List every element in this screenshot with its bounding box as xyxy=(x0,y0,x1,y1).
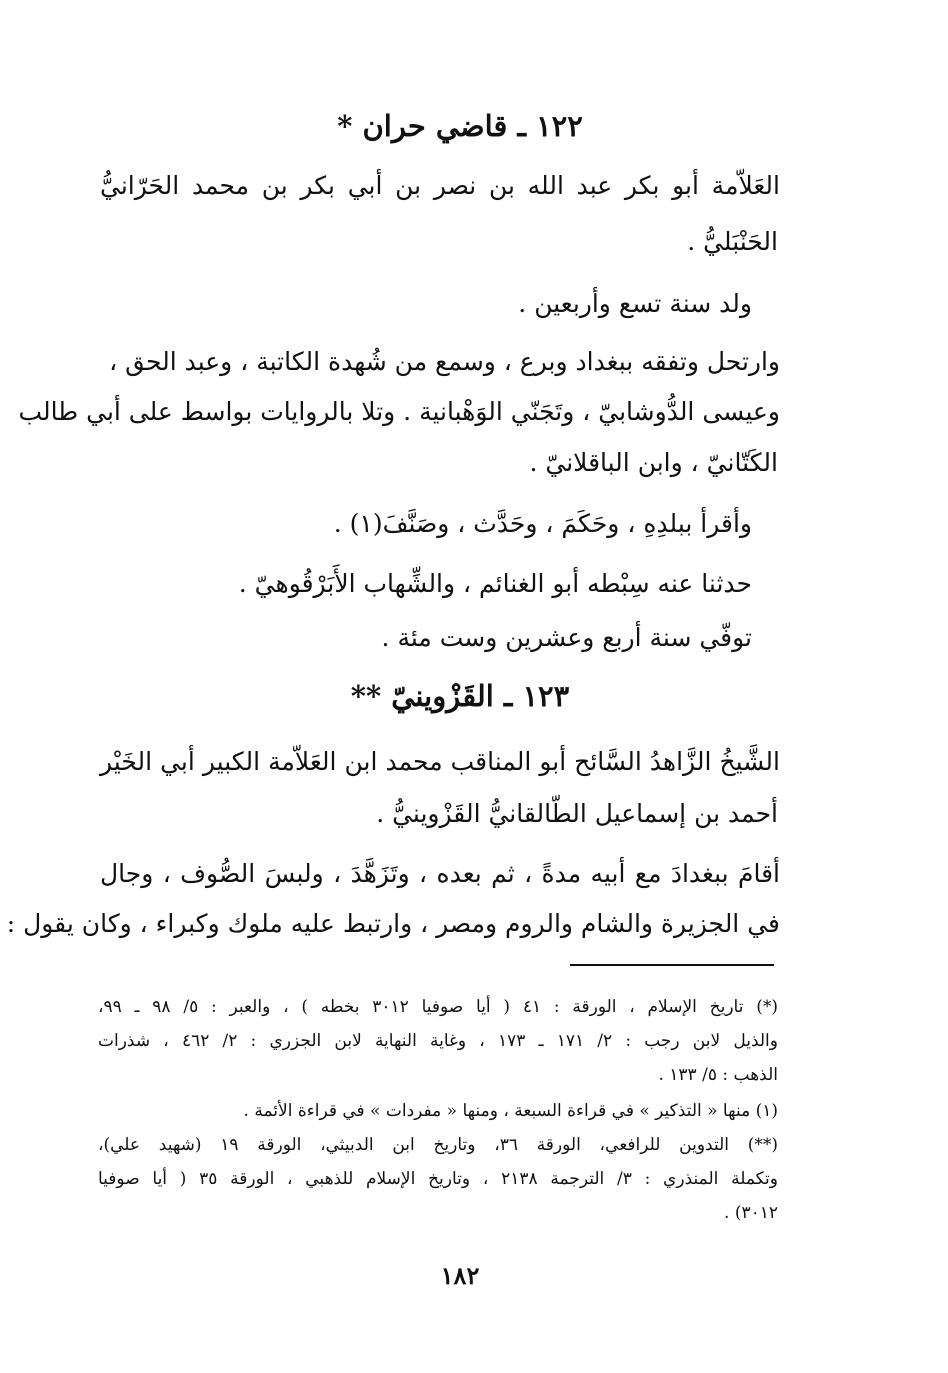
entry-123-line-3: أقامَ ببغدادَ مع أبيه مدةً ، ثم بعده ، وتَزَهَّدَ ، ولبسَ الصُّوف ، وجال xyxy=(100,859,780,888)
entry-122-line-6: الكَتّانيّ ، وابن الباقلانيّ . xyxy=(529,448,778,477)
entry-122-line-1: العَلاّمة أبو بكر عبد الله بن نصر بن أبي بكر بن محمد الحَرّانيُّ xyxy=(100,171,780,200)
entry-122-line-2: الحَنْبَليُّ . xyxy=(687,227,778,256)
footnote-line-3: الذهب : ٥/ ١٣٣ . xyxy=(658,1065,778,1085)
entry-123-line-4: في الجزيرة والشام والروم ومصر ، وارتبط عليه ملوك وكبراء ، وكان يقول : xyxy=(6,909,780,938)
entry-123-line-1: الشَّيخُ الزَّاهدُ السَّائح أبو المناقب محمد ابن العَلاّمة الكبير أبي الخَيْر xyxy=(100,747,780,776)
entry-122-line-9: توفّي سنة أربع وعشرين وست مئة . xyxy=(381,623,752,652)
entry-122-heading: ١٢٢ ـ قاضي حران * xyxy=(337,109,583,143)
footnote-line-5: (**) التدوين للرافعي، الورقة ٣٦، وتاريخ ابن الدبيثي، الورقة ١٩ (شهيد علي)، xyxy=(98,1135,779,1155)
footnote-line-1: (*) تاريخ الإسلام ، الورقة : ٤١ ( أيا صوفيا ٣٠١٢ بخطه ) ، والعبر : ٥/ ٩٨ ـ ٩٩، xyxy=(98,997,778,1017)
entry-122-line-3: ولد سنة تسع وأربعين . xyxy=(518,289,752,318)
entry-123-line-2: أحمد بن إسماعيل الطّالقانيُّ القَزْوينيُّ . xyxy=(376,799,778,828)
footnote-line-2: والذيل لابن رجب : ٢/ ١٧١ ـ ١٧٣ ، وغاية النهاية لابن الجزري : ٢/ ٤٦٢ ، شذرات xyxy=(98,1031,778,1051)
footnote-line-6: وتكملة المنذري : ٣/ الترجمة ٢١٣٨ ، وتاريخ الإسلام للذهبي ، الورقة ٣٥ ( أيا صوفيا xyxy=(98,1169,778,1189)
entry-123-heading: ١٢٣ ـ القَزْوينيّ ** xyxy=(350,679,570,713)
entry-122-line-5: وعيسى الدُّوشابيّ ، وتَجَنّي الوَهْبانية . وتلا بالروايات بواسط على أبي طالب xyxy=(18,397,780,426)
footnote-line-7: ٣٠١٢) . xyxy=(724,1203,778,1223)
entry-122-line-7: وأقرأ ببلدِهِ ، وحَكَمَ ، وحَدَّث ، وصَنَّفَ(١) . xyxy=(333,509,752,538)
entry-122-line-4: وارتحل وتفقه ببغداد وبرع ، وسمع من شُهدة الكاتبة ، وعبد الحق ، xyxy=(109,347,780,376)
footnote-separator xyxy=(570,964,774,966)
footnote-line-4: (١) منها « التذكير » في قراءة السبعة ، ومنها « مفردات » في قراءة الأئمة . xyxy=(243,1101,778,1121)
page-number: ١٨٢ xyxy=(440,1261,480,1290)
entry-122-line-8: حدثنا عنه سِبْطه أبو الغنائم ، والشِّهاب الأَبَرْقُوهيّ . xyxy=(238,569,752,598)
